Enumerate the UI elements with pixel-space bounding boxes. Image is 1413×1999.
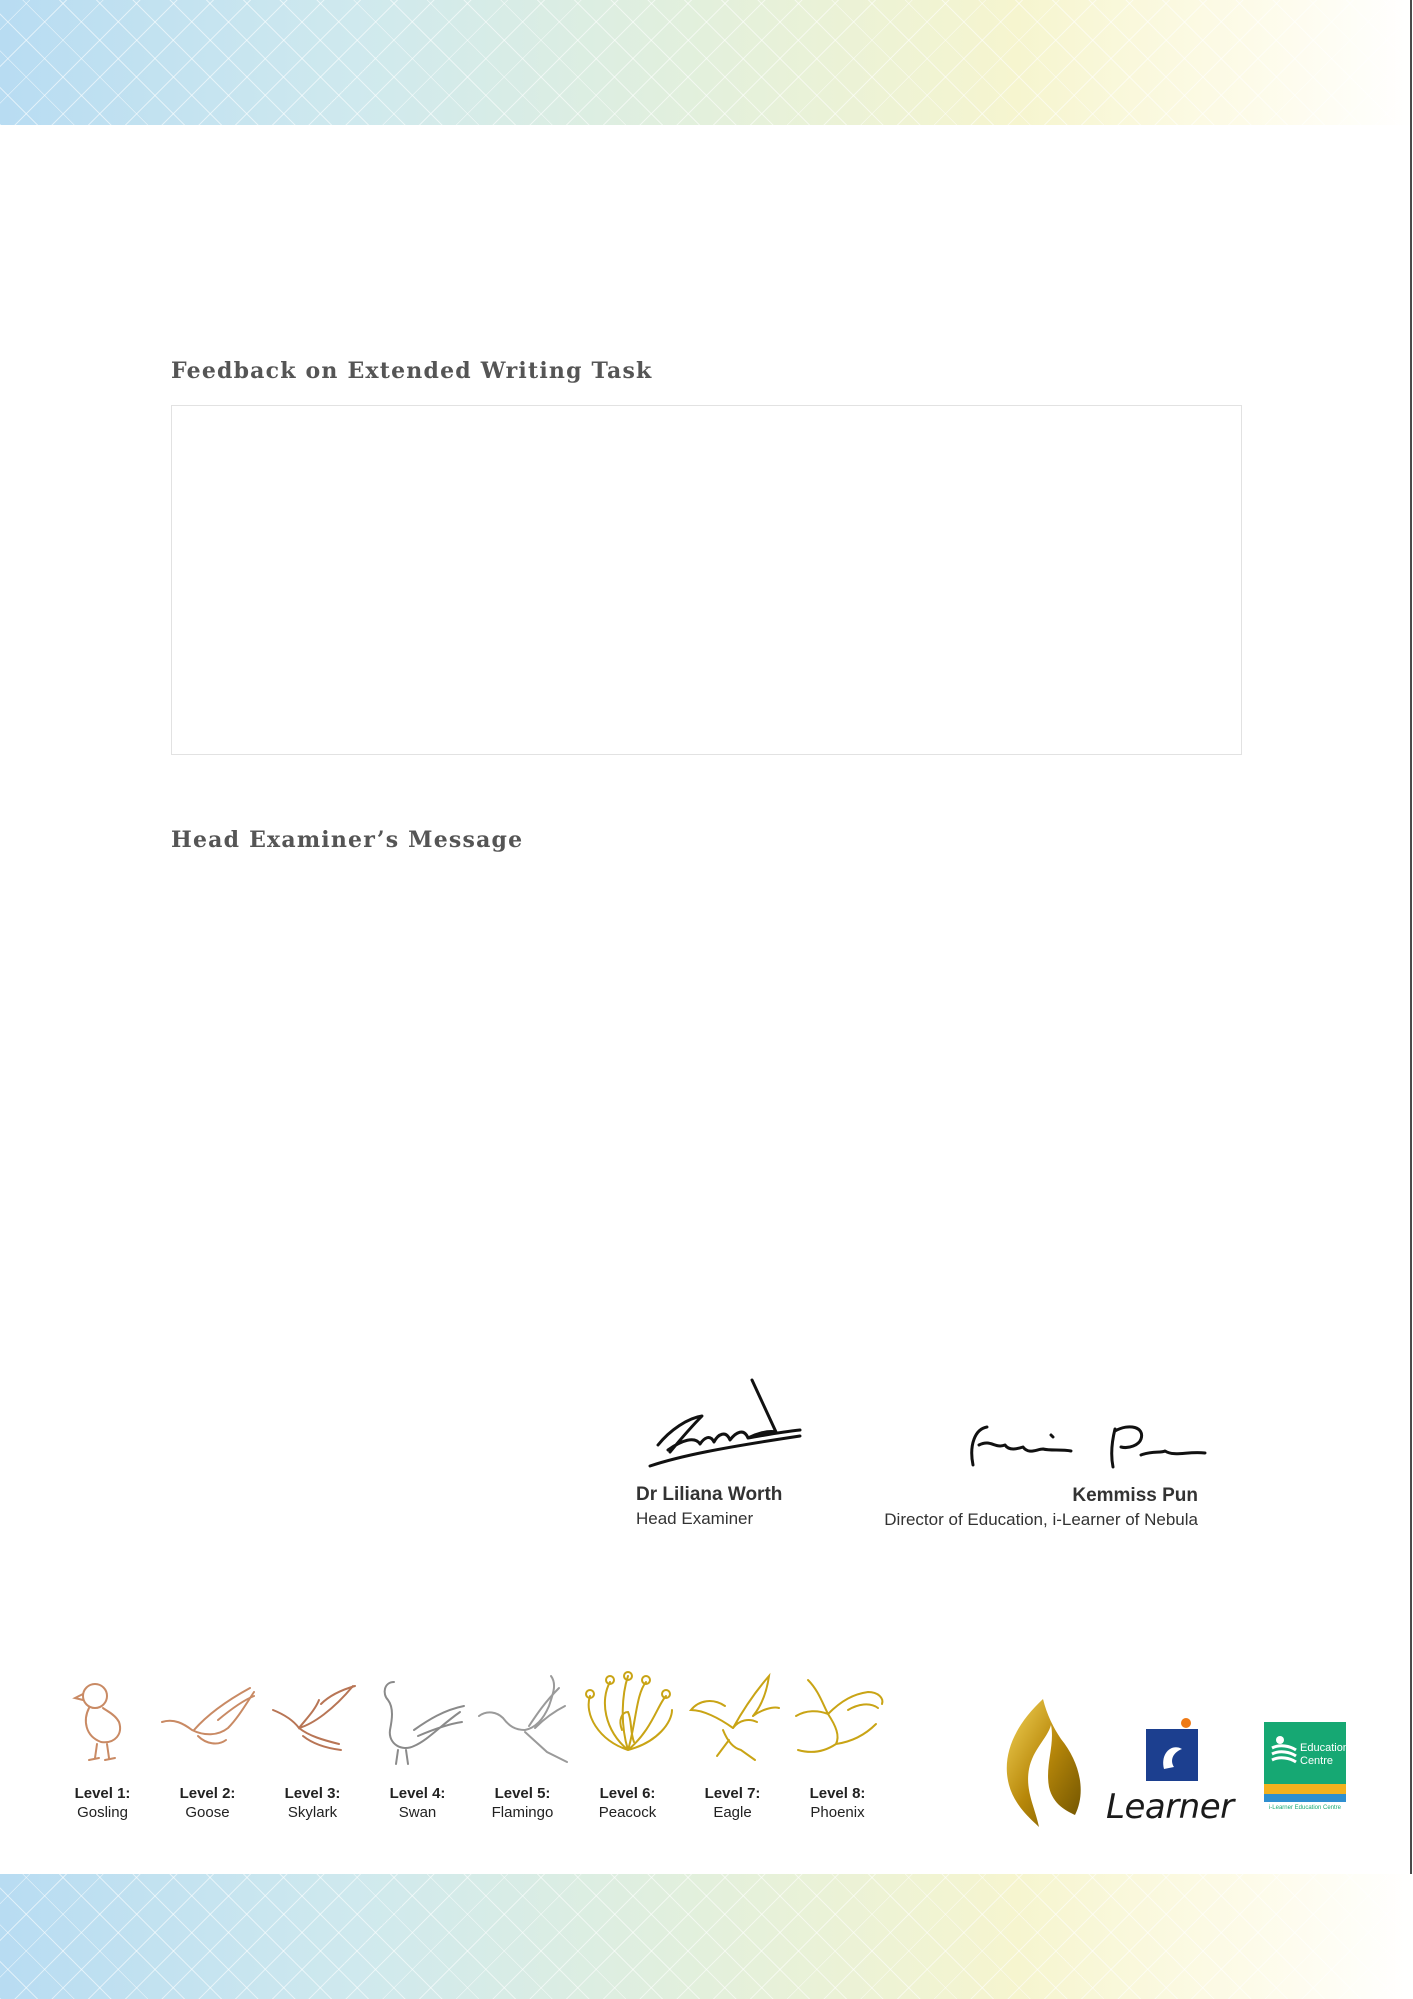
i-learner-emblem [1142, 1715, 1202, 1787]
level-item [365, 1670, 470, 1822]
page-edge-rule [1410, 0, 1412, 1999]
education-centre-logo [1264, 1722, 1349, 1824]
flamingo-icon [473, 1670, 573, 1770]
head-examiner-signature [640, 1370, 810, 1475]
education-centre-stripe [1264, 1794, 1346, 1802]
feedback-heading: Feedback on Extended Writing Task [171, 358, 653, 384]
education-centre-emblem [1270, 1734, 1298, 1766]
education-centre-text [1300, 1742, 1349, 1768]
level-item [785, 1670, 890, 1822]
level-label: Level 1: [74, 1785, 131, 1802]
level-name: Flamingo [491, 1804, 554, 1821]
level-name: Phoenix [810, 1804, 865, 1821]
level-item [470, 1670, 575, 1822]
level-label: Level 5: [494, 1785, 551, 1802]
education-centre-subtitle: i-Learner Education Centre [1268, 1805, 1342, 1811]
signer-name: Dr Liliana Worth [636, 1484, 783, 1505]
level-name: Skylark [287, 1804, 338, 1821]
level-legend [50, 1670, 910, 1830]
level-label: Level 3: [284, 1785, 341, 1802]
skylark-icon [263, 1670, 363, 1770]
gosling-icon [53, 1670, 153, 1770]
edu-line1: Education [1300, 1742, 1349, 1754]
edu-line2: Centre [1300, 1755, 1334, 1767]
level-item [575, 1670, 680, 1822]
level-name: Swan [398, 1804, 437, 1821]
level-label: Level 8: [809, 1785, 866, 1802]
level-label: Level 7: [704, 1785, 761, 1802]
level-label: Level 2: [179, 1785, 236, 1802]
signer-title: Head Examiner [636, 1509, 754, 1528]
level-label: Level 4: [389, 1785, 446, 1802]
level-item [680, 1670, 785, 1822]
signer-name: Kemmiss Pun [1072, 1485, 1198, 1506]
education-centre-stripe [1264, 1784, 1346, 1794]
peacock-icon [578, 1670, 678, 1770]
level-name: Eagle [713, 1804, 752, 1821]
level-label: Level 6: [599, 1785, 656, 1802]
decorative-header-band [0, 0, 1413, 125]
head-examiner-message-heading: Head Examiner’s Message [171, 827, 524, 853]
decorative-footer-band [0, 1874, 1413, 1999]
flame-logo [995, 1695, 1085, 1830]
level-item [260, 1670, 365, 1822]
goose-icon [158, 1670, 258, 1770]
education-centre-badge [1264, 1722, 1349, 1784]
eagle-icon [683, 1670, 783, 1770]
feedback-box [171, 405, 1242, 755]
director-signature [965, 1415, 1210, 1475]
level-item [155, 1670, 260, 1822]
swan-icon [368, 1670, 468, 1770]
level-name: Gosling [77, 1804, 128, 1821]
i-learner-logo [1100, 1715, 1250, 1825]
level-name: Goose [185, 1804, 230, 1821]
level-name: Peacock [598, 1804, 657, 1821]
learner-wordmark: Learner [1106, 1787, 1234, 1827]
phoenix-icon [788, 1670, 888, 1770]
signer-title: Director of Education, i-Learner of Nebula [884, 1510, 1198, 1529]
level-item [50, 1670, 155, 1822]
